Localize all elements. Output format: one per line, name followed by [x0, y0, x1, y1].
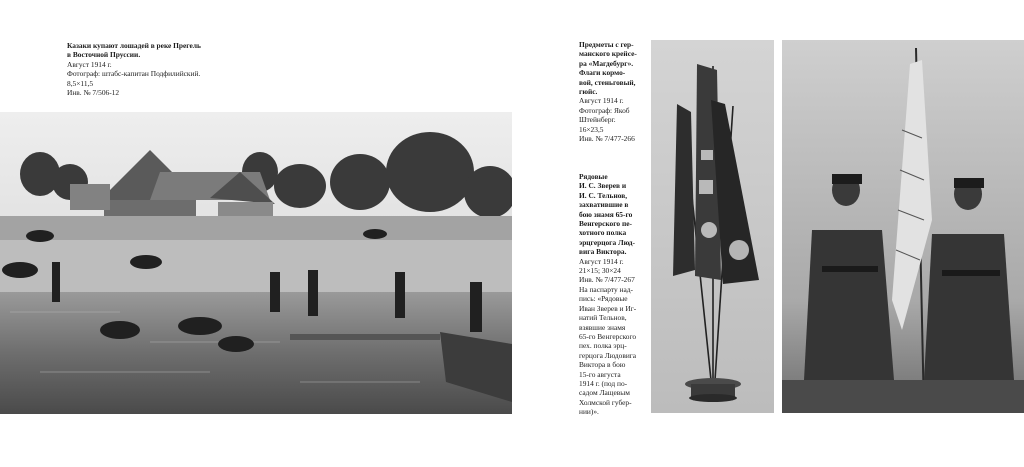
caption-soldiers-inscription: На паспарту над- пись: «Рядовые Иван Зверев и Иг- натий Тельнов, взявшие знамя 65-го Венгерского пех. полка эрц- герцога Людовига Виктора в бою 15-го августа 1914 г. (под по- садом Лащевым Холмской губер- нии)». — [579, 284, 637, 417]
caption-soldiers-size: 21×15; 30×24 — [579, 266, 621, 276]
caption-flags-photographer: Фотограф: Якоб Штейнберг. — [579, 105, 630, 125]
photo-cossacks-river — [0, 112, 512, 414]
caption-cossacks-inventory: Инв. № 7/506-12 — [67, 88, 120, 98]
caption-flags-date: Август 1914 г. — [579, 96, 624, 106]
photo-magdeburg-flags — [651, 40, 774, 413]
caption-cossacks-date: Август 1914 г. — [67, 59, 112, 69]
photo-soldiers-banner — [782, 40, 1024, 413]
caption-soldiers-inventory: Инв. № 7/477-267 — [579, 275, 635, 285]
caption-cossacks — [67, 41, 257, 97]
caption-cossacks-photographer: Фотограф: штабс-капитан Подфилийский. — [67, 69, 201, 79]
caption-soldiers — [579, 172, 647, 417]
caption-soldiers-title: Рядовые И. С. Зверев и И. С. Тельнов, захватившие в бою знамя 65-го Венгерского пе- хотного полка эрцгерцога Люд- вига Виктора. — [579, 172, 635, 257]
caption-flags-inventory: Инв. № 7/477-266 — [579, 134, 635, 144]
caption-flags-title: Предметы с гер- манского крейсе- ра «Магдебург». Флаги кормо- вой, стеньговый, гюйс. — [579, 40, 637, 97]
caption-cossacks-title: Казаки купают лошадей в реке Прегель в Восточной Пруссии. — [67, 41, 201, 60]
caption-flags-size: 16×23,5 — [579, 124, 604, 134]
caption-cossacks-size: 8,5×11,5 — [67, 78, 94, 88]
caption-flags — [579, 40, 647, 143]
caption-soldiers-date: Август 1914 г. — [579, 256, 624, 266]
